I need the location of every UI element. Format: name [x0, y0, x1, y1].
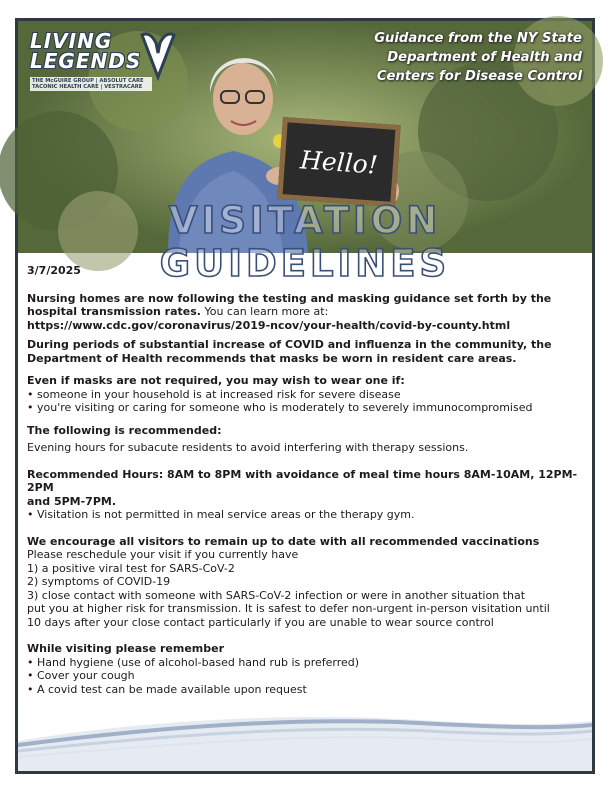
decorative-wave: [18, 701, 592, 771]
vaccinations-heading: We encourage all visitors to remain up to date with all recommended vaccinations: [27, 534, 540, 548]
list-item: 10 days after your close contact particularly if you are unable to wear source control: [27, 615, 494, 629]
guidance-heading: Guidance from the NY State Department of Health and Centers for Disease Control: [374, 31, 582, 84]
guidelines-content: [27, 264, 583, 696]
hours-heading: Recommended Hours: 8AM to 8PM with avoidance of meal time hours 8AM-10AM, 12PM-2PM and 5PM-7PM.: [27, 467, 578, 508]
list-item: 2) symptoms of COVID-19: [27, 575, 171, 588]
list-item: 3) close contact with someone with SARS-CoV-2 infection or were in another situation that: [27, 588, 526, 602]
list-item: • you're visiting or caring for someone who is moderately to severely immunocompromised: [27, 401, 533, 414]
logo-subtitle: THE McGUIRE GROUP | ABSOLUT CARE TACONIC HEALTH CARE | VESTRACARE: [30, 77, 152, 91]
list-item: • Hand hygiene (use of alcohol-based hand rub is preferred): [27, 655, 360, 669]
doh-note: During periods of substantial increase of COVID and influenza in the community, the Department of Health recommends that masks be worn in resident care areas.: [27, 338, 552, 365]
page-frame: [15, 18, 595, 774]
hours-note: • Visitation is not permitted in meal service areas or the therapy gym.: [27, 508, 415, 521]
date: 3/7/2025: [27, 264, 81, 277]
hello-chalkboard: Hello!: [277, 117, 400, 207]
list-item: put you at higher risk for transmission. It is safest to defer non-urgent in-person visitation until: [27, 602, 550, 615]
list-item: Please reschedule your visit if you currently have: [27, 548, 299, 561]
intro-paragraph: Nursing homes are now following the testing and masking guidance set forth by the hospital transmission rates. You can learn more at:: [27, 291, 552, 318]
masks-heading: Even if masks are not required, you may wish to wear one if:: [27, 374, 405, 387]
cdc-link[interactable]: https://www.cdc.gov/coronavirus/2019-ncov/your-health/covid-by-county.html: [27, 318, 511, 332]
recommended-heading: The following is recommended:: [27, 423, 222, 437]
logo-wordmark: LIVING LEGENDS: [30, 29, 142, 73]
list-item: • someone in your household is at increased risk for severe disease: [27, 387, 401, 401]
remember-heading: While visiting please remember: [27, 642, 225, 655]
list-item: • A covid test can be made available upon request: [27, 682, 307, 696]
recommended-text: Evening hours for subacute residents to avoid interfering with therapy sessions.: [27, 441, 469, 454]
heart-v-icon: [138, 29, 178, 85]
living-legends-logo: [26, 27, 176, 105]
list-item: • Cover your cough: [27, 669, 135, 682]
list-item: 1) a positive viral test for SARS-CoV-2: [27, 561, 235, 575]
page-title: VISITATION GUIDELINES: [159, 199, 451, 285]
